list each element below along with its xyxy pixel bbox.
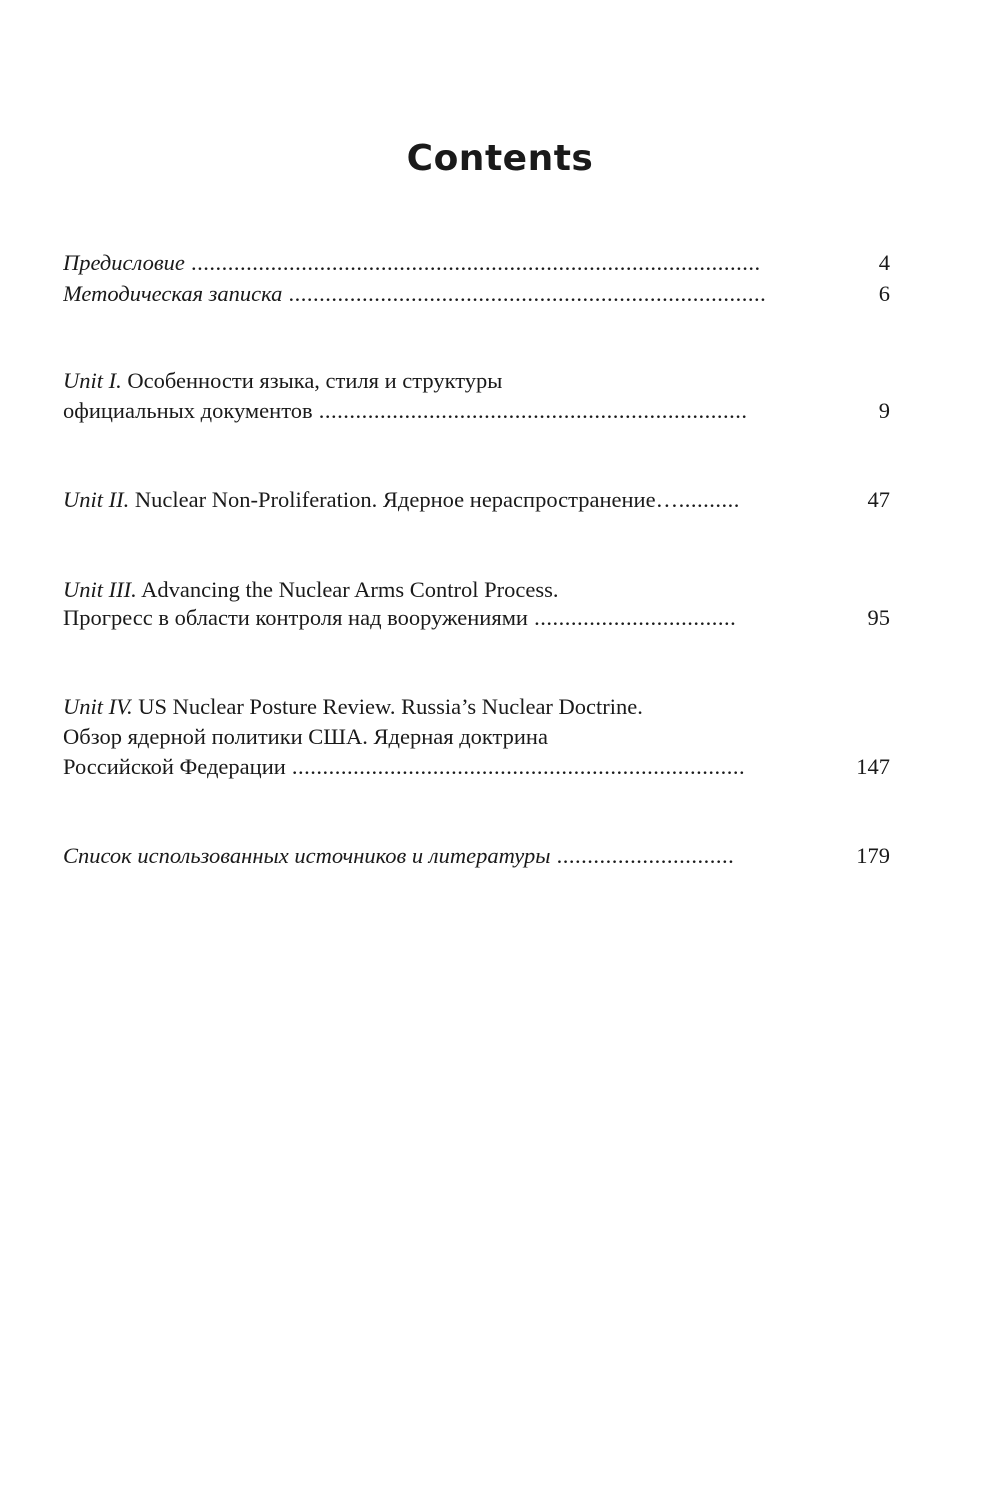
toc-entry-unit-3-line-1[interactable] bbox=[63, 575, 828, 605]
toc-page-number: 9 bbox=[878, 398, 890, 423]
toc-entry-title: US Nuclear Posture Review. Russia’s Nuclear Doctrine. bbox=[132, 694, 643, 719]
toc-page-number: 95 bbox=[867, 605, 890, 630]
toc-entry-title: официальных документов bbox=[63, 398, 313, 423]
leader-dots: ...................................................................... bbox=[312, 398, 748, 423]
toc-page-number: 147 bbox=[856, 754, 890, 779]
leader-dots: ….......... bbox=[655, 487, 740, 512]
leader-dots: ................................. bbox=[527, 605, 737, 630]
toc-entry-unit-1-line-1[interactable] bbox=[63, 366, 828, 396]
leader-dots: .............................................................................. bbox=[282, 281, 767, 306]
toc-entry-references[interactable] bbox=[63, 841, 828, 871]
toc-entry-title: Прогресс в области контроля над вооружениями bbox=[63, 605, 528, 630]
toc-entry-title: Обзор ядерной политики США. Ядерная доктрина bbox=[63, 724, 548, 749]
toc-page-number: 4 bbox=[878, 250, 890, 275]
toc-entry-title: Advancing the Nuclear Arms Control Process. bbox=[136, 577, 559, 602]
leader-dots: ............................................................................................. bbox=[184, 250, 761, 275]
unit-label: Unit IV. bbox=[63, 694, 133, 719]
toc-entry-unit-4-line-3[interactable] bbox=[63, 752, 828, 782]
toc-entry-unit-4-line-1[interactable] bbox=[63, 692, 828, 722]
toc-entry-unit-4-line-2[interactable] bbox=[63, 722, 828, 752]
toc-entry-title: Nuclear Non-Proliferation. Ядерное нераспространение bbox=[129, 487, 656, 512]
toc-entry-label: Список использованных источников и литературы bbox=[63, 843, 551, 868]
toc-entry-unit-2[interactable] bbox=[63, 485, 828, 515]
page-title: Contents bbox=[406, 138, 594, 179]
unit-label: Unit II. bbox=[63, 487, 130, 512]
toc-page-number: 6 bbox=[878, 281, 890, 306]
toc-entry-unit-3-line-2[interactable] bbox=[63, 603, 828, 633]
toc-entry-title: Особенности языка, стиля и структуры bbox=[121, 368, 503, 393]
leader-dots: .......................................................................... bbox=[285, 754, 746, 779]
toc-page-number: 179 bbox=[856, 843, 890, 868]
toc-page-number: 47 bbox=[867, 487, 890, 512]
toc-entry-preface[interactable] bbox=[63, 248, 828, 278]
toc-entry-unit-1-line-2[interactable] bbox=[63, 396, 828, 426]
toc-entry-methodical-note[interactable] bbox=[63, 279, 828, 309]
unit-label: Unit I. bbox=[63, 368, 122, 393]
leader-dots: ............................. bbox=[550, 843, 735, 868]
toc-entry-title: Российской Федерации bbox=[63, 754, 286, 779]
unit-label: Unit III. bbox=[63, 577, 137, 602]
toc-entry-label: Предисловие bbox=[63, 250, 185, 275]
toc-entry-label: Методическая записка bbox=[63, 281, 283, 306]
